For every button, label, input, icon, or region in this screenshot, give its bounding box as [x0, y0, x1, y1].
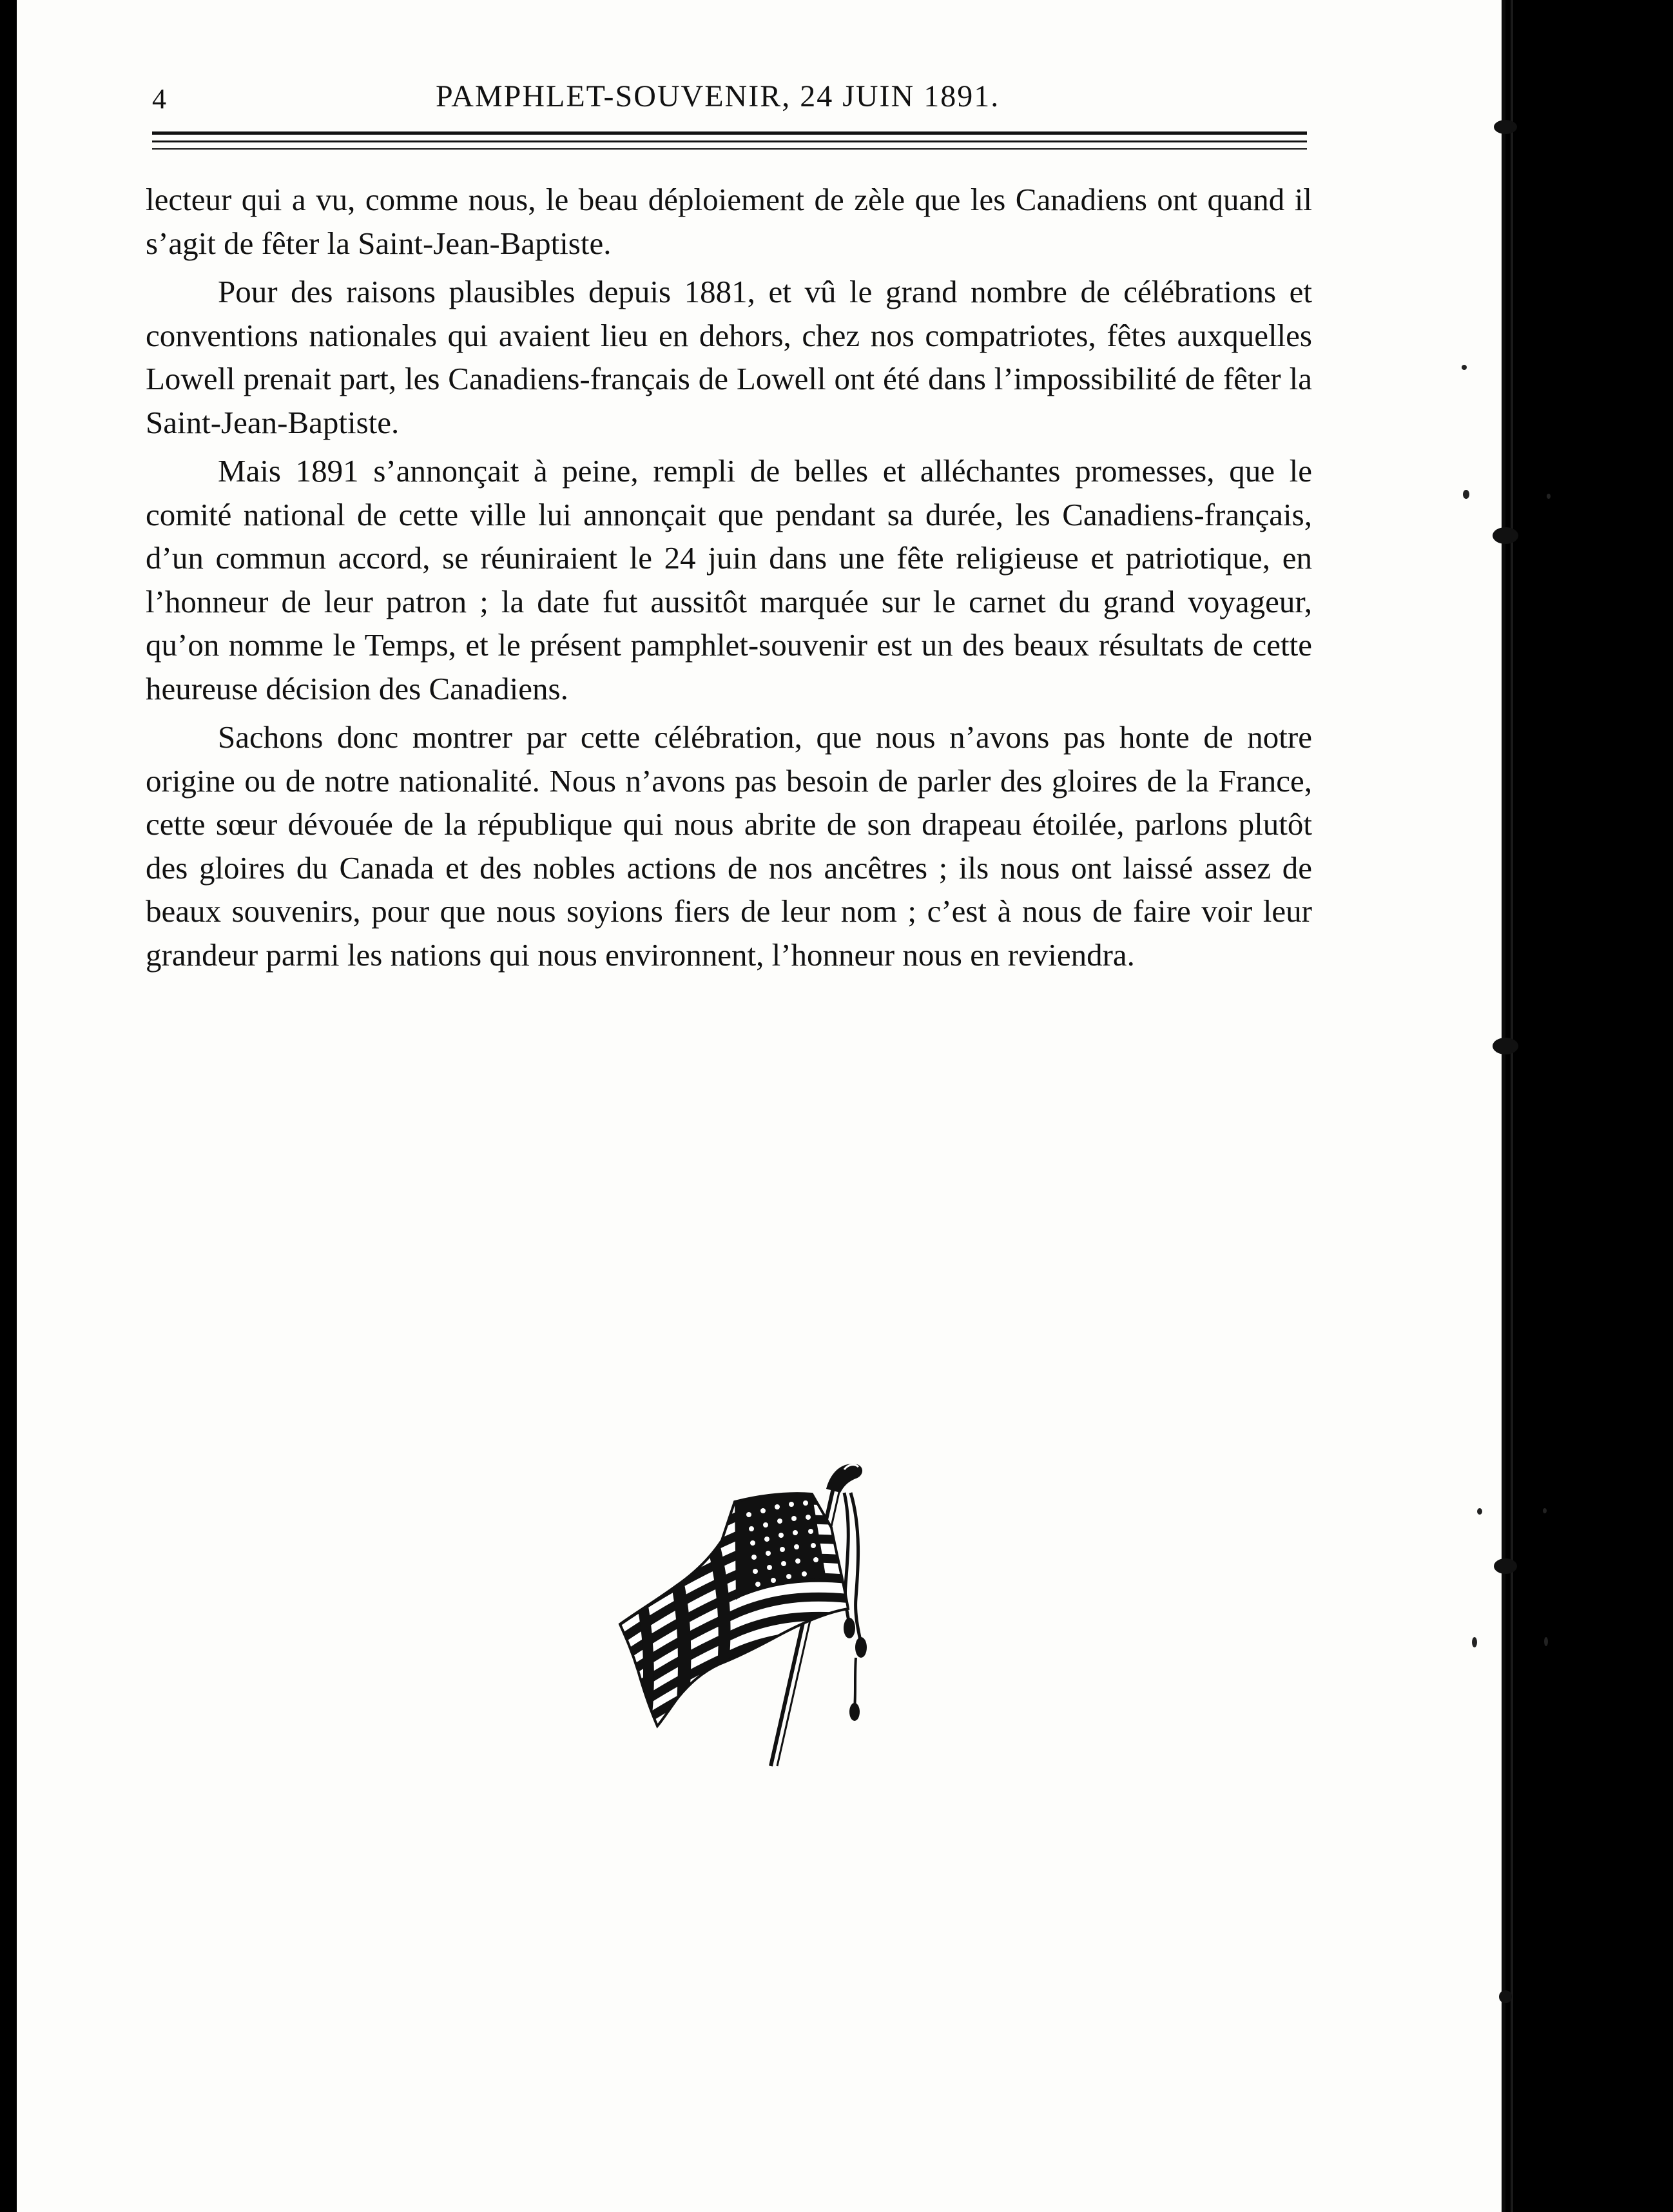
- ink-speck: [1544, 1637, 1548, 1646]
- ink-speck: [1463, 490, 1469, 499]
- american-flag-icon: [567, 1431, 928, 1792]
- paragraph: Sachons donc montrer par cette célébration, que nous n’avons pas honte de notre origine ou de notre nationalité. Nous n’avons pas besoin de parler des gloires de la France, cette sœur dévouée de la république qui nous abrite de son drapeau étoilée, parlons plutôt des gloires du Canada et des nobles actions de nos ancêtres ; ils nous ont laissé assez de beaux souvenirs, pour que nous soyions fiers de leur nom ; c’est à nous de faire voir leur grandeur parmi les nations qui nous environnent, l’honneur nous en reviendra.: [146, 719, 1312, 973]
- paragraph: Pour des raisons plausibles depuis 1881, et vû le grand nombre de célébrations et conventions nationales qui avaient lieu en dehors, chez nos compatriotes, fêtes auxquelles Lowell prenait part, les Canadiens-français de Lowell ont été dans l’impossibilité de fêter la Saint-Jean-Baptiste.: [146, 274, 1312, 440]
- running-header: [152, 70, 1306, 128]
- ink-speck: [1543, 1508, 1547, 1513]
- paragraph: Mais 1891 s’annonçait à peine, rempli de belles et alléchantes promesses, que le comité national de cette ville lui annonçait que pendant sa durée, les Canadiens-français, d’un commun accord, se réuniraient le 24 juin dans une fête religieuse et patriotique, en l’honneur de leur patron ; la date fut aussitôt marquée sur le carnet du grand voyageur, qu’on nomme le Temps, et le présent pamphlet-souvenir est un des beaux résultats de cette heureuse décision des Canadiens.: [146, 453, 1312, 706]
- binding-gutter-line: [1502, 0, 1505, 2212]
- binding-stitch-mark: [1494, 120, 1517, 134]
- binding-stitch-mark: [1493, 527, 1518, 544]
- binding-stitch-mark: [1494, 1558, 1517, 1574]
- page-number: 4: [152, 83, 166, 115]
- header-rule-thick: [152, 131, 1307, 135]
- paragraph: lecteur qui a vu, comme nous, le beau déploiement de zèle que les Canadiens ont quand il s’agit de fêter la Saint-Jean-Baptiste.: [146, 182, 1312, 261]
- header-rule-thin-lower: [152, 148, 1307, 150]
- binding-stitch-mark: [1493, 1038, 1518, 1054]
- ink-speck: [1547, 494, 1551, 499]
- article-body: [146, 178, 1312, 982]
- ink-speck: [1472, 1637, 1477, 1647]
- ink-speck: [1462, 365, 1467, 370]
- binding-gutter-line-inner: [1511, 0, 1513, 2212]
- ink-speck: [1477, 1508, 1482, 1515]
- running-title: PAMPHLET-SOUVENIR, 24 JUIN 1891.: [436, 79, 1000, 113]
- binding-stitch-mark: [1499, 1990, 1512, 2003]
- header-rule-thin: [152, 141, 1307, 142]
